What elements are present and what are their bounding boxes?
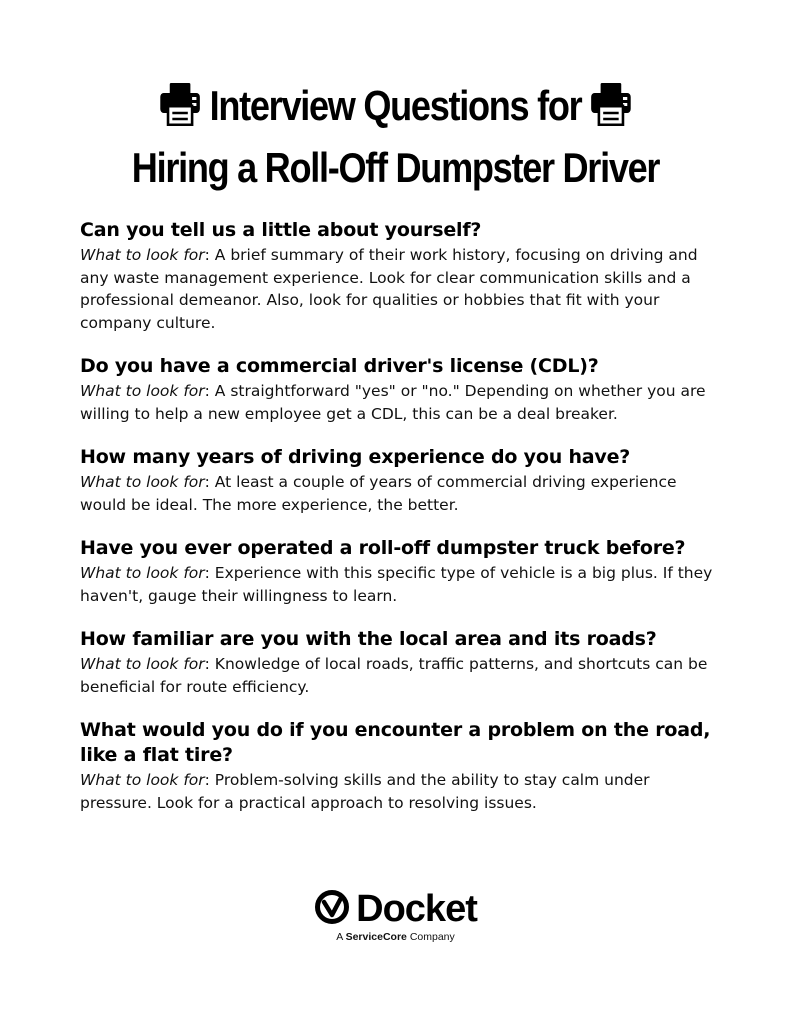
docket-mark-icon xyxy=(314,889,350,930)
question-item xyxy=(80,354,720,425)
answer-text: What to look for: A straightforward "yes" or "no." Depending on whether you are willing to help a new employee get a CDL, this can be a deal breaker. xyxy=(80,382,706,423)
title-line-1 xyxy=(55,78,735,140)
answer-label: What to look for xyxy=(80,564,205,582)
question-text: What would you do if you encounter a problem on the road, like a flat tire? xyxy=(80,719,711,766)
question-text: How many years of driving experience do you have? xyxy=(80,446,631,468)
answer-body: Experience with this specific type of vehicle is a big plus. If they haven't, gauge their willingness to learn. xyxy=(80,564,713,605)
question-text: Do you have a commercial driver's license (CDL)? xyxy=(80,355,599,377)
tagline-prefix: A xyxy=(336,931,343,943)
answer-body: A straightforward "yes" or "no." Depending on whether you are willing to help a new employee get a CDL, this can be a deal breaker. xyxy=(80,382,706,423)
answer-text: What to look for: Problem-solving skills and the ability to stay calm under pressure. Look for a practical approach to resolving issues. xyxy=(80,771,650,812)
answer-text: What to look for: A brief summary of their work history, focusing on driving and any waste management experience. Look for clear communication skills and a professional demeanor. Also, look for qualities or hobbies that fit with your company culture. xyxy=(80,246,698,332)
question-item xyxy=(80,536,720,607)
question-list xyxy=(80,218,720,834)
question-item xyxy=(80,627,720,698)
answer-label: What to look for xyxy=(80,246,205,264)
docket-logo xyxy=(0,888,791,943)
answer-text: What to look for: Knowledge of local roads, traffic patterns, and shortcuts can be beneficial for route efficiency. xyxy=(80,655,708,696)
tagline-suffix: Company xyxy=(409,931,455,943)
answer-label: What to look for xyxy=(80,771,205,789)
answer-body: A brief summary of their work history, focusing on driving and any waste management experience. Look for clear communication skills and a professional demeanor. Also, look for qualities or hobbies that fit with your company culture. xyxy=(80,246,698,332)
answer-text: What to look for: At least a couple of years of commercial driving experience would be ideal. The more experience, the better. xyxy=(80,473,677,514)
printer-icon xyxy=(160,82,201,140)
question-text: How familiar are you with the local area and its roads? xyxy=(80,628,657,650)
tagline-brand: ServiceCore xyxy=(345,931,407,943)
answer-label: What to look for xyxy=(80,382,205,400)
answer-text: What to look for: Experience with this specific type of vehicle is a big plus. If they haven't, gauge their willingness to learn. xyxy=(80,564,713,605)
answer-body: Knowledge of local roads, traffic patterns, and shortcuts can be beneficial for route efficiency. xyxy=(80,655,708,696)
answer-label: What to look for xyxy=(80,655,205,673)
question-text: Have you ever operated a roll-off dumpster truck before? xyxy=(80,537,686,559)
logo-row xyxy=(314,888,477,931)
answer-label: What to look for xyxy=(80,473,205,491)
printer-icon xyxy=(590,82,631,140)
logo-tagline xyxy=(0,931,791,943)
question-item xyxy=(80,218,720,334)
page-title xyxy=(0,78,791,196)
question-item xyxy=(80,718,720,814)
title-line-2: Hiring a Roll-Off Dumpster Driver xyxy=(131,144,660,191)
question-text: Can you tell us a little about yourself? xyxy=(80,219,482,241)
answer-body: Problem-solving skills and the ability to stay calm under pressure. Look for a practical approach to resolving issues. xyxy=(80,771,650,812)
logo-name: Docket xyxy=(356,888,477,930)
title-text-1: Interview Questions for xyxy=(209,82,582,129)
question-item xyxy=(80,445,720,516)
answer-body: At least a couple of years of commercial driving experience would be ideal. The more experience, the better. xyxy=(80,473,677,514)
